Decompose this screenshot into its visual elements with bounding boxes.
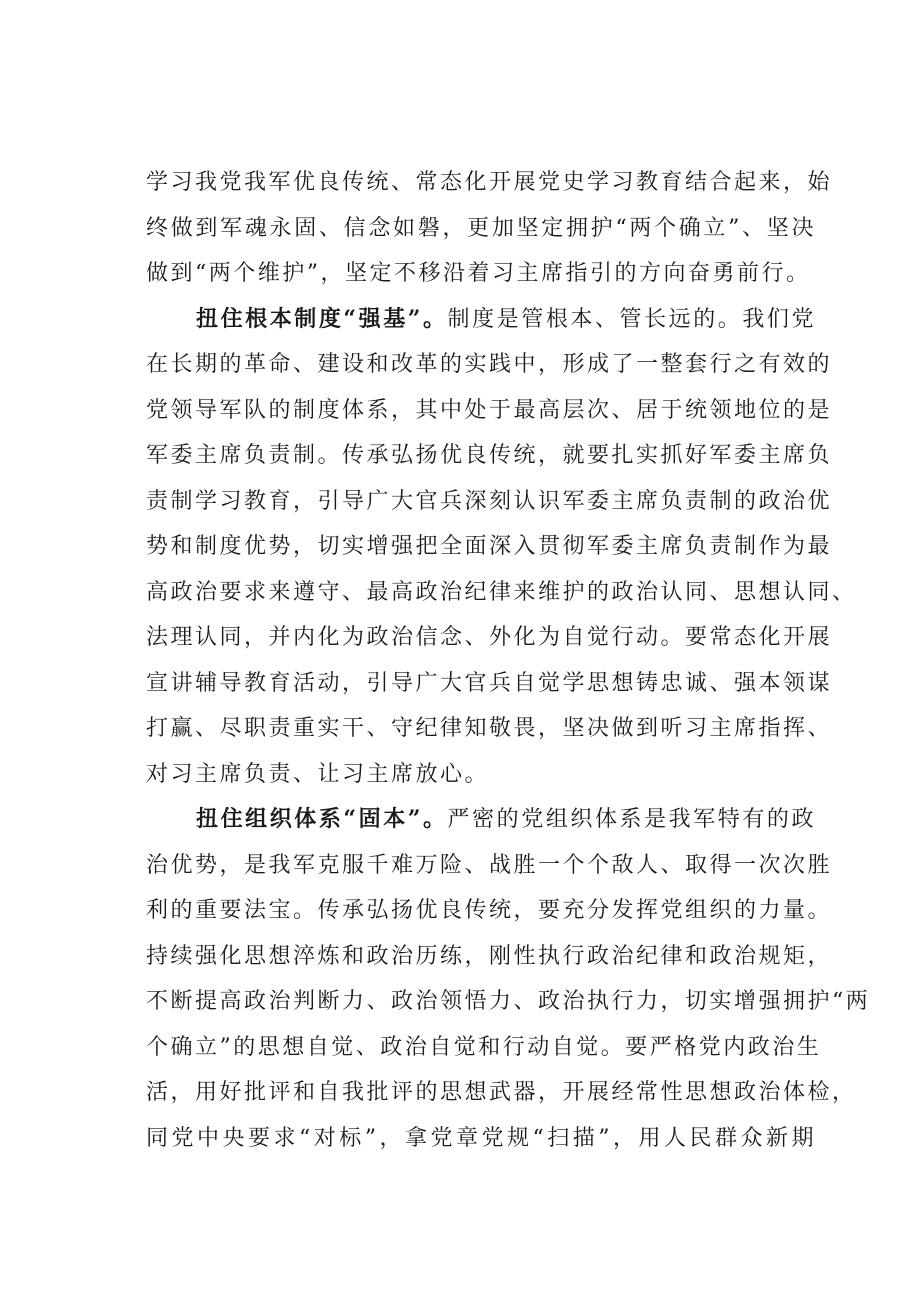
text-line: 终做到军魂永固、信念如磐，更加坚定拥护“两个确立”、坚决 (146, 215, 816, 241)
section-heading: 扭住根本制度“强基”。 (196, 305, 448, 332)
document-body (146, 160, 871, 1161)
text-line: 党领导军队的制度体系，其中处于最高层次、居于统领地位的是 (146, 397, 833, 423)
section-heading: 扭住组织体系“固本”。 (196, 806, 448, 832)
text-line (146, 797, 816, 843)
text-line: 高政治要求来遵守、最高政治纪律来维护的政治认同、思想认同、 (146, 579, 857, 605)
text-line: 在长期的革命、建设和改革的实践中，形成了一整套行之有效的 (146, 352, 833, 377)
text-line: 学习我党我军优良传统、常态化开展党史学习教育结合起来，始 (146, 170, 833, 195)
text-line: 军委主席负责制。传承弘扬优良传统，就要扎实抓好军委主席负 (146, 443, 833, 468)
paragraph-text: 严密的党组织体系是我军特有的政 (447, 807, 816, 832)
paragraph-1 (146, 160, 833, 297)
text-line: 打赢、尽职责重实干、守纪律知敬畏，坚决做到听习主席指挥、 (146, 716, 833, 741)
text-line: 活，用好批评和自我批评的思想武器，开展经常性思想政治体检， (146, 1080, 857, 1105)
text-line: 个确立”的思想自觉、政治自觉和行动自觉。要严格党内政治生 (146, 1034, 822, 1060)
text-line: 法理认同，并内化为政治信念、外化为自觉行动。要常态化开展 (146, 625, 833, 650)
paragraph-3 (146, 797, 871, 1161)
text-line: 势和制度优势，切实增强把全面深入贯彻军委主席负责制作为最 (146, 534, 833, 559)
text-line: 治优势，是我军克服千难万险、战胜一个个敌人、取得一次次胜 (146, 852, 833, 878)
text-line: 持续强化思想淬炼和政治历练，刚性执行政治纪律和政治规矩， (146, 943, 833, 969)
paragraph-text: 制度是管根本、管长远的。我们党 (447, 306, 816, 332)
text-line: 责制学习教育，引导广大官兵深刻认识军委主席负责制的政治优 (146, 488, 833, 514)
text-line (146, 297, 816, 343)
paragraph-2 (146, 297, 857, 798)
text-line: 做到“两个维护”，坚定不移沿着习主席指引的方向奋勇前行。 (146, 261, 811, 286)
text-line: 不断提高政治判断力、政治领悟力、政治执行力，切实增强拥护“两 (146, 989, 871, 1014)
text-line: 利的重要法宝。传承弘扬优良传统，要充分发挥党组织的力量。 (146, 898, 833, 923)
text-line: 宣讲辅导教育活动，引导广大官兵自觉学思想铸忠诚、强本领谋 (146, 670, 833, 696)
text-line: 对习主席负责、让习主席放心。 (146, 761, 490, 787)
text-line: 同党中央要求“对标”，拿党章党规“扫描”，用人民群众新期 (146, 1125, 816, 1151)
